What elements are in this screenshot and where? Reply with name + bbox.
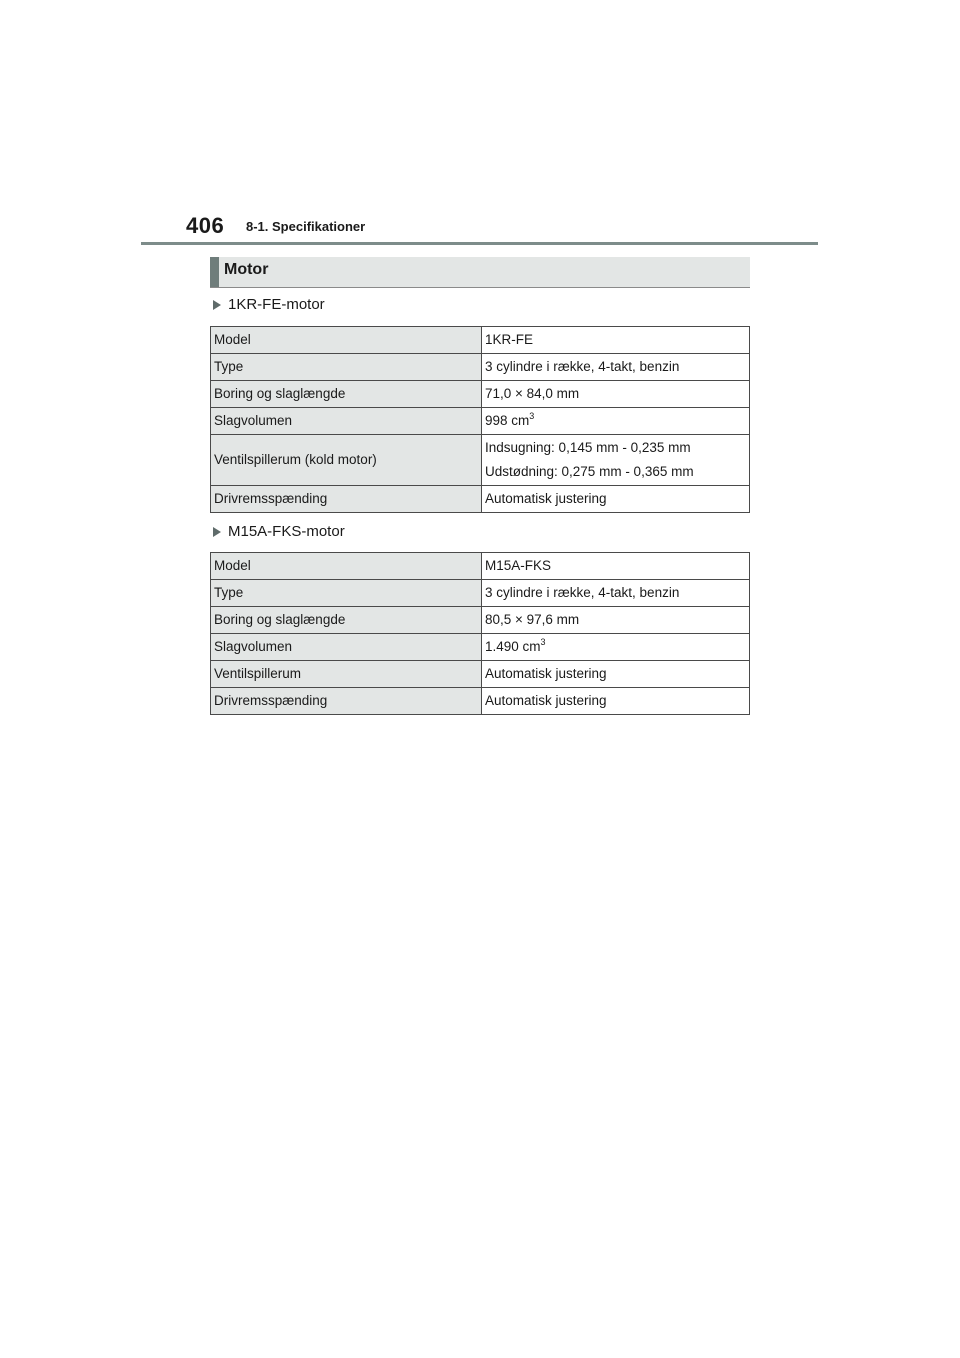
row-value: Automatisk justering <box>482 661 750 688</box>
table-row <box>211 354 750 381</box>
value-text: 998 cm <box>485 413 530 428</box>
superscript: 3 <box>529 410 535 421</box>
page-number: 406 <box>186 213 225 238</box>
triangle-arrow-icon <box>213 527 221 537</box>
row-label: Slagvolumen <box>211 634 482 661</box>
subheading-engine-2-label: M15A-FKS-motor <box>228 523 345 540</box>
table-row <box>211 634 750 661</box>
subheading-engine-1 <box>213 296 325 313</box>
table-row <box>211 688 750 715</box>
subheading-engine-1-label: 1KR-FE-motor <box>228 296 325 313</box>
row-value <box>482 634 750 661</box>
row-value <box>482 408 750 435</box>
row-value <box>482 435 750 486</box>
row-value: 3 cylindre i række, 4-takt, benzin <box>482 354 750 381</box>
row-label: Ventilspillerum <box>211 661 482 688</box>
table-row <box>211 553 750 580</box>
section-heading <box>210 257 750 288</box>
row-value: 1KR-FE <box>482 327 750 354</box>
row-label: Boring og slaglængde <box>211 381 482 408</box>
row-label: Ventilspillerum (kold motor) <box>211 435 482 486</box>
table-row <box>211 607 750 634</box>
superscript: 3 <box>540 636 546 647</box>
row-label: Boring og slaglængde <box>211 607 482 634</box>
row-label: Drivremsspænding <box>211 688 482 715</box>
row-label: Slagvolumen <box>211 408 482 435</box>
section-heading-accent-bar <box>210 257 219 287</box>
row-label: Drivremsspænding <box>211 486 482 513</box>
value-text: 1.490 cm <box>485 639 541 654</box>
table-row <box>211 408 750 435</box>
row-value: Automatisk justering <box>482 486 750 513</box>
row-label: Type <box>211 580 482 607</box>
row-label: Type <box>211 354 482 381</box>
row-value: 3 cylindre i række, 4-takt, benzin <box>482 580 750 607</box>
row-value: 71,0 × 84,0 mm <box>482 381 750 408</box>
row-value: Automatisk justering <box>482 688 750 715</box>
spec-table-engine-2 <box>210 552 750 715</box>
table-row <box>211 435 750 486</box>
row-label: Model <box>211 553 482 580</box>
row-value: M15A-FKS <box>482 553 750 580</box>
table-row <box>211 486 750 513</box>
value-line-2: Udstødning: 0,275 mm - 0,365 mm <box>485 464 694 479</box>
section-title: Motor <box>224 261 269 278</box>
value-line-1: Indsugning: 0,145 mm - 0,235 mm <box>485 440 691 455</box>
row-label: Model <box>211 327 482 354</box>
chapter-title: 8-1. Specifikationer <box>246 219 366 234</box>
row-value: 80,5 × 97,6 mm <box>482 607 750 634</box>
table-row <box>211 381 750 408</box>
spec-table-engine-1 <box>210 326 750 513</box>
table-row <box>211 580 750 607</box>
table-row <box>211 327 750 354</box>
header-divider <box>141 242 818 245</box>
subheading-engine-2 <box>213 523 345 540</box>
table-row <box>211 661 750 688</box>
triangle-arrow-icon <box>213 300 221 310</box>
